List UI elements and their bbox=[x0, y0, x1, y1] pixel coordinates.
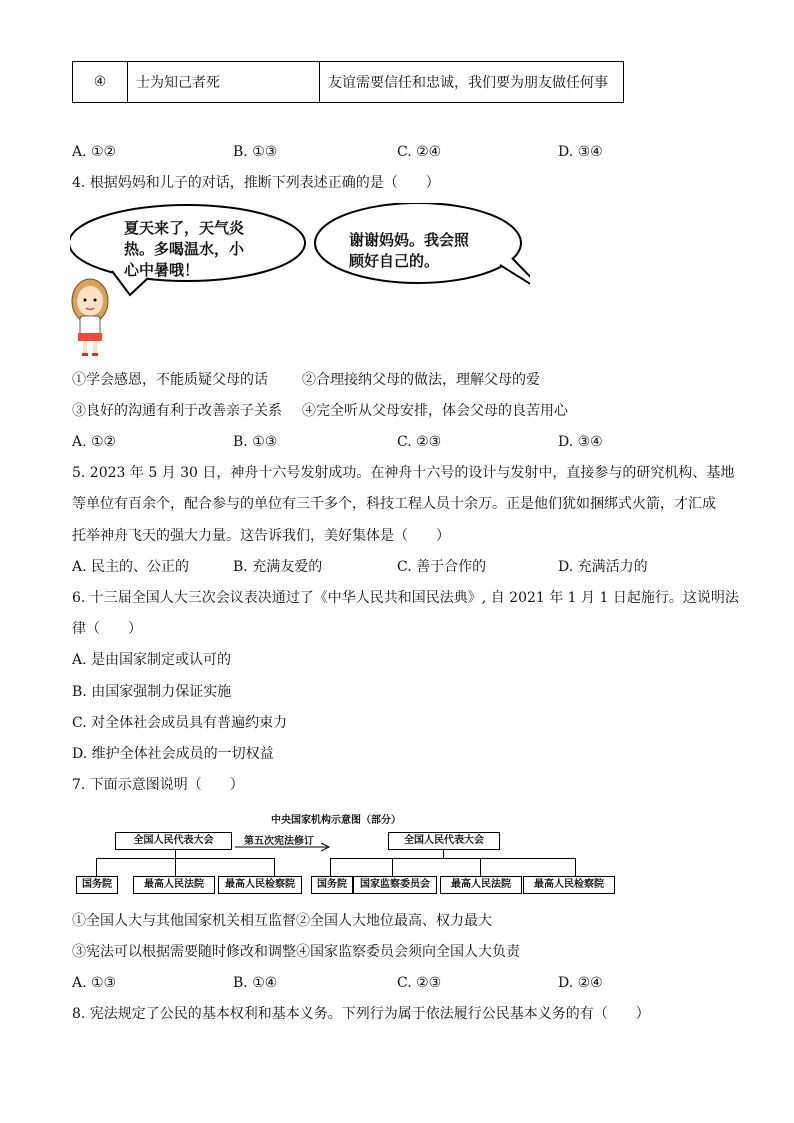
q5-option-c: C. 善于合作的 bbox=[397, 559, 487, 575]
mom-speech-line-1: 夏天来了，天气炎 bbox=[124, 219, 245, 237]
q4-option-d: D. ③④ bbox=[558, 434, 603, 450]
q7-option-a: A. ①③ bbox=[72, 975, 117, 991]
q7-option-d: D. ②④ bbox=[558, 975, 603, 991]
right-npc-box: 全国人民代表大会 bbox=[388, 832, 500, 850]
left-npc-box: 全国人民代表大会 bbox=[115, 832, 232, 850]
q3-option-b: B. ①③ bbox=[233, 144, 278, 160]
arrow-right-icon bbox=[235, 840, 335, 854]
table-row bbox=[73, 62, 624, 103]
diagram-title: 中央国家机构示意图（部分） bbox=[271, 815, 401, 826]
q5-option-d: D. 充满活力的 bbox=[558, 559, 648, 575]
left-supreme-court-box: 最高人民法院 bbox=[133, 876, 215, 894]
q6-stem-line-2: 律（ ） bbox=[72, 621, 142, 637]
q4-item-3: ③良好的沟通有利于改善亲子关系 bbox=[72, 403, 282, 419]
q7-option-b: B. ①④ bbox=[233, 975, 278, 991]
son-speech-line-1: 谢谢妈妈。我会照 bbox=[349, 231, 470, 249]
q7-stem: 7. 下面示意图说明（ ） bbox=[72, 777, 244, 793]
q4-item-4: ④完全听从父母安排，体会父母的良苦用心 bbox=[302, 403, 568, 419]
q5-stem-line-2: 等单位有百余个，配合参与的单位有三千多个，科技工程人员十余万。正是他们犹如捆绑式火箭，才汇成 bbox=[72, 496, 716, 512]
q6-stem-line-1: 6. 十三届全国人大三次会议表决通过了《中华人民共和国民法典》, 自 2021 年 1 月 1 日起施行。这说明法 bbox=[72, 590, 739, 606]
q4-stem: 4. 根据妈妈和儿子的对话，推断下列表述正确的是（ ） bbox=[72, 175, 440, 191]
arrow-label: 第五次宪法修订 bbox=[244, 836, 314, 847]
answer-table bbox=[72, 61, 624, 103]
q4-option-a: A. ①② bbox=[72, 434, 117, 450]
table-cell-number: ④ bbox=[73, 62, 128, 103]
q8-stem: 8. 宪法规定了公民的基本权利和基本义务。下列行为属于依法履行公民基本义务的有（ ） bbox=[72, 1006, 650, 1022]
q5-stem-line-1: 5. 2023 年 5 月 30 日，神舟十六号发射成功。在神舟十六号的设计与发射中，直接参与的研究机构、基地 bbox=[72, 465, 735, 481]
left-state-council-box: 国务院 bbox=[76, 876, 118, 894]
q7-items-3-4: ③宪法可以根据需要随时修改和调整④国家监察委员会须向全国人大负责 bbox=[72, 944, 520, 960]
q5-option-a: A. 民主的、公正的 bbox=[72, 559, 190, 575]
q3-option-d: D. ③④ bbox=[558, 144, 603, 160]
q6-option-b: B. 由国家强制力保证实施 bbox=[72, 684, 232, 700]
q4-option-b: B. ①③ bbox=[233, 434, 278, 450]
q5-stem-line-3: 托举神舟飞天的强大力量。这告诉我们，美好集体是（ ） bbox=[72, 528, 450, 544]
q4-item-1: ①学会感恩，不能质疑父母的话 bbox=[72, 372, 268, 388]
q6-option-c: C. 对全体社会成员具有普遍约束力 bbox=[72, 715, 288, 731]
right-state-council-box: 国务院 bbox=[311, 876, 353, 894]
left-procuratorate-box: 最高人民检察院 bbox=[218, 876, 302, 894]
q6-option-d: D. 维护全体社会成员的一切权益 bbox=[72, 746, 274, 762]
mom-speech-line-2: 热。多喝温水，小 bbox=[124, 240, 245, 258]
mom-speech-line-3: 心中暑哦！ bbox=[124, 261, 200, 279]
table-cell-phrase: 士为知己者死 bbox=[128, 62, 320, 103]
girl-icon bbox=[72, 279, 108, 356]
q5-option-b: B. 充满友爱的 bbox=[233, 559, 323, 575]
q4-item-2: ②合理接纳父母的做法，理解父母的爱 bbox=[302, 372, 540, 388]
q6-option-a: A. 是由国家制定或认可的 bbox=[72, 652, 232, 668]
son-speech-line-2: 顾好自己的。 bbox=[349, 252, 440, 270]
q3-option-c: C. ②④ bbox=[397, 144, 442, 160]
table-cell-explanation: 友谊需要信任和忠诚，我们要为朋友做任何事 bbox=[320, 62, 624, 103]
q7-option-c: C. ②③ bbox=[397, 975, 442, 991]
right-supreme-court-box: 最高人民法院 bbox=[440, 876, 522, 894]
q7-items-1-2: ①全国人大与其他国家机关相互监督②全国人大地位最高、权力最大 bbox=[72, 913, 492, 929]
right-supervisory-commission-box: 国家监察委员会 bbox=[353, 876, 437, 894]
q4-option-c: C. ②③ bbox=[397, 434, 442, 450]
right-procuratorate-box: 最高人民检察院 bbox=[523, 876, 615, 894]
q3-option-a: A. ①② bbox=[72, 144, 117, 160]
